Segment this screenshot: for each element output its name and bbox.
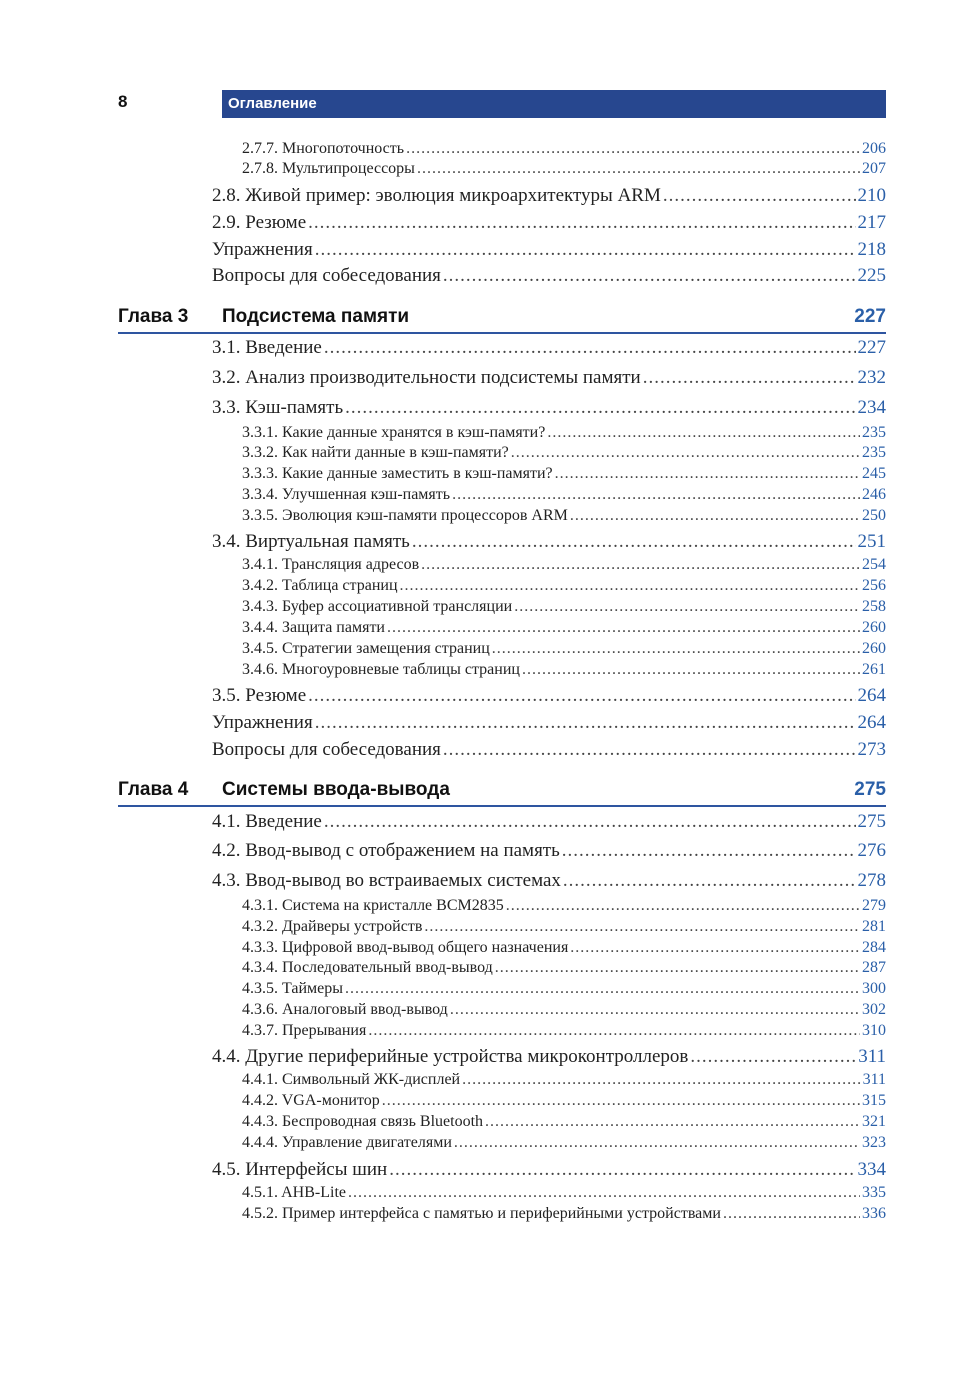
entry-title: 3.4.1. Трансляция адресов: [242, 556, 420, 573]
toc-subentry[interactable]: [242, 619, 886, 639]
entry-page-number: 278: [857, 870, 886, 891]
entry-page-number: 254: [862, 556, 886, 573]
entry-page-number: 234: [857, 397, 886, 418]
dot-leader: [315, 239, 856, 261]
dot-leader: [511, 444, 860, 462]
entry-page-number: 260: [862, 640, 886, 657]
toc-subentry[interactable]: [242, 556, 886, 576]
entry-title: 4.3.4. Последовательный ввод-вывод: [242, 959, 493, 976]
entry-page-number: 235: [862, 444, 886, 461]
entry-title: Упражнения: [212, 712, 313, 733]
toc-subentry[interactable]: [242, 980, 886, 1000]
dot-leader: [324, 337, 856, 359]
dot-leader: [382, 1092, 860, 1110]
entry-title: 4.3.3. Цифровой ввод-вывод общего назначения: [242, 939, 569, 956]
dot-leader: [345, 980, 860, 998]
entry-page-number: 336: [862, 1205, 886, 1222]
entry-title: 3.3. Кэш-память: [212, 397, 344, 418]
dot-leader: [454, 1134, 860, 1152]
toc-entry[interactable]: [212, 185, 886, 209]
dot-leader: [547, 424, 860, 442]
toc-subentry[interactable]: [242, 598, 886, 618]
dot-leader: [387, 619, 860, 637]
toc-subentry[interactable]: [242, 1184, 886, 1204]
dot-leader: [308, 685, 855, 707]
dot-leader: [485, 1113, 860, 1131]
entry-title: 4.4.2. VGA-монитор: [242, 1092, 380, 1109]
toc-subentry[interactable]: [242, 1205, 886, 1225]
entry-page-number: 279: [862, 897, 886, 914]
entry-title: 3.3.5. Эволюция кэш-памяти процессоров ARM: [242, 507, 568, 524]
toc-entry[interactable]: [212, 811, 886, 835]
entry-title: 4.2. Ввод-вывод с отображением на память: [212, 840, 560, 861]
entry-page-number: 323: [862, 1134, 886, 1151]
entry-page-number: 334: [857, 1159, 886, 1180]
entry-title: 4.3.7. Прерывания: [242, 1022, 367, 1039]
entry-page-number: 311: [862, 1071, 886, 1088]
toc-entry[interactable]: [212, 1159, 886, 1183]
entry-title: 2.9. Резюме: [212, 212, 307, 233]
toc-entry[interactable]: [212, 1046, 886, 1070]
dot-leader: [308, 212, 855, 234]
entry-title: 4.3.1. Система на кристалле BCM2835: [242, 897, 504, 914]
dot-leader: [345, 397, 855, 419]
toc-subentry[interactable]: [242, 1113, 886, 1133]
toc-subentry[interactable]: [242, 465, 886, 485]
entry-page-number: 217: [857, 212, 886, 233]
dot-leader: [663, 185, 856, 207]
entry-title: 4.5.1. AHB-Lite: [242, 1184, 346, 1201]
entry-title: 4.4. Другие периферийные устройства микроконтроллеров: [212, 1046, 689, 1067]
entry-page-number: 206: [862, 140, 886, 157]
entry-title: 4.1. Введение: [212, 811, 322, 832]
chapter-label: Глава 3: [118, 306, 189, 327]
chapter-title: Системы ввода-вывода: [222, 779, 450, 800]
entry-title: 3.4.5. Стратегии замещения страниц: [242, 640, 490, 657]
running-header: [222, 90, 886, 118]
entry-title: 3.4.3. Буфер ассоциативной трансляции: [242, 598, 513, 615]
toc-entry[interactable]: [212, 840, 886, 864]
toc-entry[interactable]: [212, 397, 886, 421]
toc-subentry[interactable]: [242, 160, 886, 180]
toc-entry[interactable]: [212, 337, 886, 361]
dot-leader: [570, 507, 860, 525]
entry-title: 4.3. Ввод-вывод во встраиваемых системах: [212, 870, 561, 891]
toc-subentry[interactable]: [242, 1092, 886, 1112]
entry-page-number: 302: [862, 1001, 886, 1018]
toc-subentry[interactable]: [242, 640, 886, 660]
entry-page-number: 250: [862, 507, 886, 524]
toc-subentry[interactable]: [242, 1071, 886, 1091]
entry-page-number: 281: [862, 918, 886, 935]
entry-title: 3.5. Резюме: [212, 685, 307, 706]
toc-subentry[interactable]: [242, 577, 886, 597]
toc-subentry[interactable]: [242, 140, 886, 160]
entry-page-number: 264: [857, 685, 886, 706]
dot-leader: [514, 598, 860, 616]
chapter-title: Подсистема памяти: [222, 306, 410, 327]
entry-page-number: 315: [862, 1092, 886, 1109]
dot-leader: [495, 959, 860, 977]
entry-page-number: 246: [862, 486, 886, 503]
dot-leader: [492, 640, 860, 658]
entry-page-number: 225: [857, 265, 886, 286]
entry-page-number: 232: [857, 367, 886, 388]
chapter-page: 227: [854, 306, 886, 327]
toc-entry[interactable]: [212, 739, 886, 763]
entry-page-number: 310: [862, 1022, 886, 1039]
entry-title: 4.3.2. Драйверы устройств: [242, 918, 423, 935]
dot-leader: [348, 1184, 860, 1202]
toc-subentry[interactable]: [242, 661, 886, 681]
entry-page-number: 218: [857, 239, 886, 260]
entry-page-number: 258: [862, 598, 886, 615]
entry-page-number: 245: [862, 465, 886, 482]
entry-title: 3.4.4. Защита памяти: [242, 619, 385, 636]
toc-subentry[interactable]: [242, 444, 886, 464]
entry-title: 2.7.8. Мультипроцессоры: [242, 160, 415, 177]
entry-page-number: 335: [862, 1184, 886, 1201]
dot-leader: [690, 1046, 856, 1068]
entry-page-number: 276: [857, 840, 886, 861]
toc-subentry[interactable]: [242, 1134, 886, 1154]
dot-leader: [443, 739, 856, 761]
entry-title: 4.5.2. Пример интерфейса с памятью и периферийными устройствами: [242, 1205, 721, 1222]
dot-leader: [368, 1022, 860, 1040]
entry-page-number: 287: [862, 959, 886, 976]
entry-page-number: 273: [857, 739, 886, 760]
dot-leader: [417, 160, 860, 178]
entry-title: Упражнения: [212, 239, 313, 260]
entry-page-number: 311: [858, 1046, 886, 1067]
entry-page-number: 264: [857, 712, 886, 733]
entry-page-number: 321: [862, 1113, 886, 1130]
dot-leader: [421, 556, 860, 574]
entry-page-number: 227: [857, 337, 886, 358]
toc-subentry[interactable]: [242, 959, 886, 979]
entry-title: 3.3.4. Улучшенная кэш-память: [242, 486, 451, 503]
toc-subentry[interactable]: [242, 1022, 886, 1042]
entry-title: 2.8. Живой пример: эволюция микроархитектуры ARM: [212, 185, 661, 206]
entry-page-number: 260: [862, 619, 886, 636]
toc-subentry[interactable]: [242, 424, 886, 444]
dot-leader: [723, 1205, 860, 1223]
entry-page-number: 235: [862, 424, 886, 441]
running-header-title: Оглавление: [228, 95, 317, 112]
entry-title: 4.3.5. Таймеры: [242, 980, 344, 997]
entry-title: 4.5. Интерфейсы шин: [212, 1159, 388, 1180]
entry-title: 4.3.6. Аналоговый ввод-вывод: [242, 1001, 448, 1018]
entry-title: 4.4.3. Беспроводная связь Bluetooth: [242, 1113, 484, 1130]
chapter-label: Глава 4: [118, 779, 189, 800]
toc-entry[interactable]: [212, 239, 886, 263]
toc-entry[interactable]: [212, 712, 886, 736]
dot-leader: [424, 918, 860, 936]
entry-title: 3.3.3. Какие данные заместить в кэш-памяти?: [242, 465, 553, 482]
dot-leader: [506, 897, 860, 915]
entry-title: 3.4.2. Таблица страниц: [242, 577, 398, 594]
dot-leader: [443, 265, 856, 287]
dot-leader: [324, 811, 856, 833]
entry-title: 3.1. Введение: [212, 337, 322, 358]
entry-title: 4.4.4. Управление двигателями: [242, 1134, 452, 1151]
dot-leader: [412, 531, 856, 553]
toc-subentry[interactable]: [242, 507, 886, 527]
dot-leader: [406, 140, 860, 158]
toc-entry[interactable]: [212, 265, 886, 289]
toc-subentry[interactable]: [242, 897, 886, 917]
entry-title: 4.4.1. Символьный ЖК-дисплей: [242, 1071, 461, 1088]
toc-subentry[interactable]: [242, 939, 886, 959]
dot-leader: [562, 840, 856, 862]
entry-page-number: 251: [857, 531, 886, 552]
dot-leader: [462, 1071, 860, 1089]
entry-page-number: 300: [862, 980, 886, 997]
entry-title: Вопросы для собеседования: [212, 739, 441, 760]
dot-leader: [315, 712, 856, 734]
entry-page-number: 256: [862, 577, 886, 594]
toc-entry[interactable]: [212, 367, 886, 391]
entry-page-number: 261: [862, 661, 886, 678]
entry-page-number: 207: [862, 160, 886, 177]
dot-leader: [450, 1001, 860, 1019]
entry-title: 3.4. Виртуальная память: [212, 531, 410, 552]
entry-title: 3.4.6. Многоуровневые таблицы страниц: [242, 661, 520, 678]
dot-leader: [555, 465, 860, 483]
entry-title: 3.3.1. Какие данные хранятся в кэш-памяти?: [242, 424, 546, 441]
entry-page-number: 210: [857, 185, 886, 206]
entry-title: 2.7.7. Многопоточность: [242, 140, 405, 157]
chapter-heading[interactable]: [118, 302, 886, 334]
dot-leader: [389, 1159, 855, 1181]
toc-entry[interactable]: [212, 531, 886, 555]
toc-entry[interactable]: [212, 685, 886, 709]
toc-subentry[interactable]: [242, 918, 886, 938]
entry-page-number: 284: [862, 939, 886, 956]
entry-page-number: 275: [857, 811, 886, 832]
toc-entry[interactable]: [212, 212, 886, 236]
dot-leader: [400, 577, 860, 595]
entry-title: 3.3.2. Как найти данные в кэш-памяти?: [242, 444, 509, 461]
dot-leader: [570, 939, 860, 957]
dot-leader: [522, 661, 860, 679]
toc-subentry[interactable]: [242, 1001, 886, 1021]
dot-leader: [452, 486, 860, 504]
entry-title: 3.2. Анализ производительности подсистемы памяти: [212, 367, 641, 388]
toc-subentry[interactable]: [242, 486, 886, 506]
entry-title: Вопросы для собеседования: [212, 265, 441, 286]
chapter-heading[interactable]: [118, 775, 886, 807]
toc-entry[interactable]: [212, 870, 886, 894]
dot-leader: [563, 870, 856, 892]
page-number: 8: [118, 92, 128, 111]
chapter-page: 275: [854, 779, 886, 800]
dot-leader: [643, 367, 856, 389]
